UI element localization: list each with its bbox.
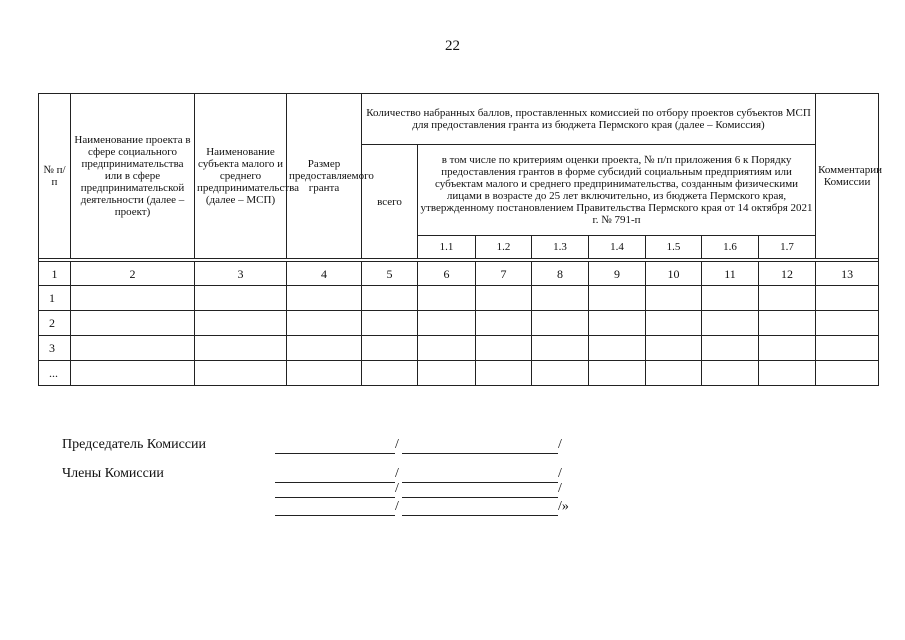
- table-row: [39, 286, 879, 311]
- column-number: 1: [39, 262, 71, 286]
- name-line: [402, 468, 558, 483]
- table-row: [39, 336, 879, 361]
- separator: /: [558, 481, 562, 496]
- criteria-cell: 1.6: [702, 236, 759, 259]
- header-subject: Наименование субъекта малого и среднего предпринимательства (далее – МСП): [195, 94, 287, 259]
- criteria-cell: 1.4: [589, 236, 646, 259]
- row-number: 2: [39, 311, 71, 336]
- column-number: 9: [589, 262, 646, 286]
- column-number: 5: [362, 262, 418, 286]
- column-number: 2: [71, 262, 195, 286]
- name-line: [402, 501, 558, 516]
- column-numbers-row: [39, 262, 879, 286]
- separator: /: [395, 481, 399, 496]
- header-total: всего: [362, 145, 418, 259]
- row-number: 1: [39, 286, 71, 311]
- column-number: 4: [287, 262, 362, 286]
- criteria-cell: 1.1: [418, 236, 476, 259]
- name-line: [402, 483, 558, 498]
- column-number: 11: [702, 262, 759, 286]
- criteria-cell: 1.7: [759, 236, 816, 259]
- separator: /: [558, 466, 562, 481]
- row-number: ...: [39, 361, 71, 386]
- separator: /: [558, 437, 562, 452]
- signature-line: [275, 501, 395, 516]
- table-row: [39, 361, 879, 386]
- header-criteria-group: в том числе по критериям оценки проекта, № п/п приложения 6 к Порядку предоставления грантов в форме субсидий социальным предприятиям или субъектам малого и среднего предпринимательства, созданным физическими лицами в возрасте до 25 лет включительно, из бюджета Пермского края, утвержденному постановлением Правительства Пермского края от 14 октября 2021 г. № 791-п: [418, 145, 816, 236]
- separator: /: [395, 499, 399, 514]
- criteria-cell: 1.3: [532, 236, 589, 259]
- members-label: Члены Комиссии: [62, 466, 164, 481]
- signature-line: [275, 483, 395, 498]
- criteria-cell: 1.5: [646, 236, 702, 259]
- column-number: 8: [532, 262, 589, 286]
- signature-line: [275, 468, 395, 483]
- column-number: 3: [195, 262, 287, 286]
- header-score-group: Количество набранных баллов, проставленных комиссией по отбору проектов субъектов МСП для предоставления гранта из бюджета Пермского края (далее – Комиссия): [362, 94, 816, 145]
- column-number: 13: [816, 262, 879, 286]
- separator: /: [395, 437, 399, 452]
- column-number: 12: [759, 262, 816, 286]
- header-grant-size: Размер предоставляемого гранта: [287, 94, 362, 259]
- chairman-label: Председатель Комиссии: [62, 437, 206, 452]
- separator: /: [395, 466, 399, 481]
- header-project: Наименование проекта в сфере социального предпринимательства или в сфере предпринимательской деятельности (далее – проект): [71, 94, 195, 259]
- table-row: [39, 311, 879, 336]
- page-number: 22: [445, 38, 460, 54]
- header-num: № п/п: [39, 94, 71, 259]
- criteria-cell: 1.2: [476, 236, 532, 259]
- column-number: 10: [646, 262, 702, 286]
- row-number: 3: [39, 336, 71, 361]
- scores-table: [38, 93, 882, 386]
- signature-line: [275, 439, 395, 454]
- header-comments: Комментарии Комиссии: [816, 94, 879, 259]
- column-number: 6: [418, 262, 476, 286]
- name-line: [402, 439, 558, 454]
- closing-quote: /»: [558, 499, 569, 514]
- column-number: 7: [476, 262, 532, 286]
